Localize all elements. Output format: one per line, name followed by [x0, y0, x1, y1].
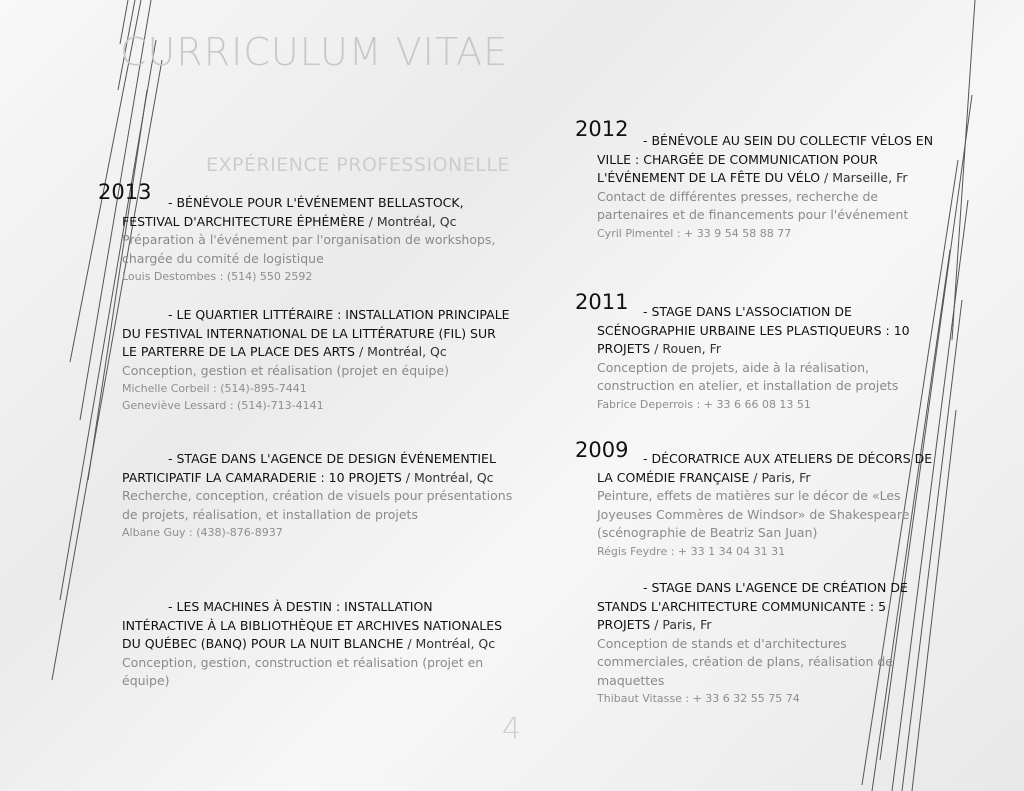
entry-heading: - STAGE DANS L'AGENCE DE DESIGN ÉVÉNEMENTIEL PARTICIPATIF LA CAMARADERIE : 10 PROJETS / Montréal, Qc	[122, 451, 496, 485]
entry-heading: - BÉNÉVOLE AU SEIN DU COLLECTIF VÉLOS EN VILLE : CHARGÉE DE COMMUNICATION POUR L'ÉVÉNEMENT DE LA FÊTE DU VÉLO / Marseille, Fr	[597, 133, 934, 185]
entry-contact: Cyril Pimentel : + 33 9 54 58 88 77	[597, 226, 792, 240]
entry-contact: Thibaut Vitasse : + 33 6 32 55 75 74	[597, 692, 800, 705]
experience-entry	[122, 194, 514, 285]
entry-description: Recherche, conception, création de visuels pour présentations de projets, réalisation, et installation de projets	[122, 488, 513, 522]
entry-contact: Fabrice Deperrois : + 33 6 66 08 13 51	[597, 397, 811, 411]
entry-description: Conception de projets, aide à la réalisation, construction en atelier, et installation de projets	[597, 359, 899, 393]
entry-description: Conception, gestion et réalisation (projet en équipe)	[122, 362, 450, 378]
entry-description: Conception, gestion, construction et réalisation (projet en équipe)	[122, 654, 484, 688]
experience-entry	[597, 450, 937, 560]
entry-location: / Montréal, Qc	[364, 213, 457, 229]
entry-contact: Régis Feydre : + 33 1 34 04 31 31	[597, 544, 786, 558]
year-label: 2009	[575, 438, 629, 462]
entry-contact: Louis Destombes : (514) 550 2592	[122, 270, 313, 283]
year-label: 2011	[575, 290, 629, 314]
entry-location: / Paris, Fr	[749, 469, 811, 485]
experience-entry	[122, 598, 514, 691]
experience-entry	[597, 132, 937, 242]
entry-location: / Marseille, Fr	[820, 170, 908, 185]
experience-entry	[122, 306, 514, 414]
experience-entry	[122, 450, 514, 541]
entry-description: Préparation à l'événement par l'organisation de workshops, chargée du comité de logistique	[122, 232, 496, 266]
entry-location: / Paris, Fr	[650, 617, 712, 632]
entry-location: / Rouen, Fr	[650, 341, 722, 356]
entry-location: / Montréal, Qc	[401, 469, 494, 485]
entry-contact: Geneviève Lessard : (514)-713-4141	[122, 399, 324, 412]
entry-location: / Montréal, Qc	[355, 344, 447, 359]
experience-entry	[597, 579, 937, 707]
year-label: 2012	[575, 117, 629, 141]
entry-description: Contact de différentes presses, recherche de partenaires et de financements pour l'événement	[597, 188, 909, 222]
entry-heading: - LES MACHINES À DESTIN : INSTALLATION INTÉRACTIVE À LA BIBLIOTHÈQUE ET ARCHIVES NATIONALES DU QUÉBEC (BANQ) POUR LA NUIT BLANCHE / Montréal, Qc	[122, 599, 503, 651]
entry-contact: Michelle Corbeil : (514)-895-7441	[122, 382, 307, 395]
entry-description: Conception de stands et d'architectures commerciales, création de plans, réalisation de maquettes	[597, 635, 893, 688]
entry-heading: - DÉCORATRICE AUX ATELIERS DE DÉCORS DE LA COMÉDIE FRANÇAISE / Paris, Fr	[597, 451, 933, 485]
deco-line	[952, 0, 975, 340]
entry-heading: - BÉNÉVOLE POUR L'ÉVÉNEMENT BELLASTOCK, FESTIVAL D'ARCHITECTURE ÉPHÉMÈRE / Montréal, Qc	[122, 195, 464, 229]
entry-contact: Albane Guy : (438)-876-8937	[122, 526, 283, 539]
entry-heading: - LE QUARTIER LITTÉRAIRE : INSTALLATION PRINCIPALE DU FESTIVAL INTERNATIONAL DE LA LITTÉRATURE (FIL) SUR LE PARTERRE DE LA PLACE DES ARTS / Montréal, Qc	[122, 307, 510, 359]
entry-heading: - STAGE DANS L'ASSOCIATION DE SCÉNOGRAPHIE URBAINE LES PLASTIQUEURS : 10 PROJETS / Rouen, Fr	[597, 304, 910, 356]
deco-line	[88, 90, 147, 480]
entry-heading: - STAGE DANS L'AGENCE DE CRÉATION DE STANDS L'ARCHITECTURE COMMUNICANTE : 5 PROJETS / Paris, Fr	[597, 580, 908, 632]
page-number: 4	[502, 712, 522, 747]
experience-entry	[597, 303, 937, 413]
year-label: 2013	[98, 180, 152, 204]
page-title: CURRICULUM VITAE	[120, 30, 509, 74]
entry-description: Peinture, effets de matières sur le décor de «Les Joyeuses Commères de Windsor» de Shakespeare (scénographie de Beatriz San Juan)	[597, 488, 910, 540]
entry-location: / Montréal, Qc	[403, 636, 496, 651]
section-title: EXPÉRIENCE PROFESSIONELLE	[206, 154, 510, 176]
